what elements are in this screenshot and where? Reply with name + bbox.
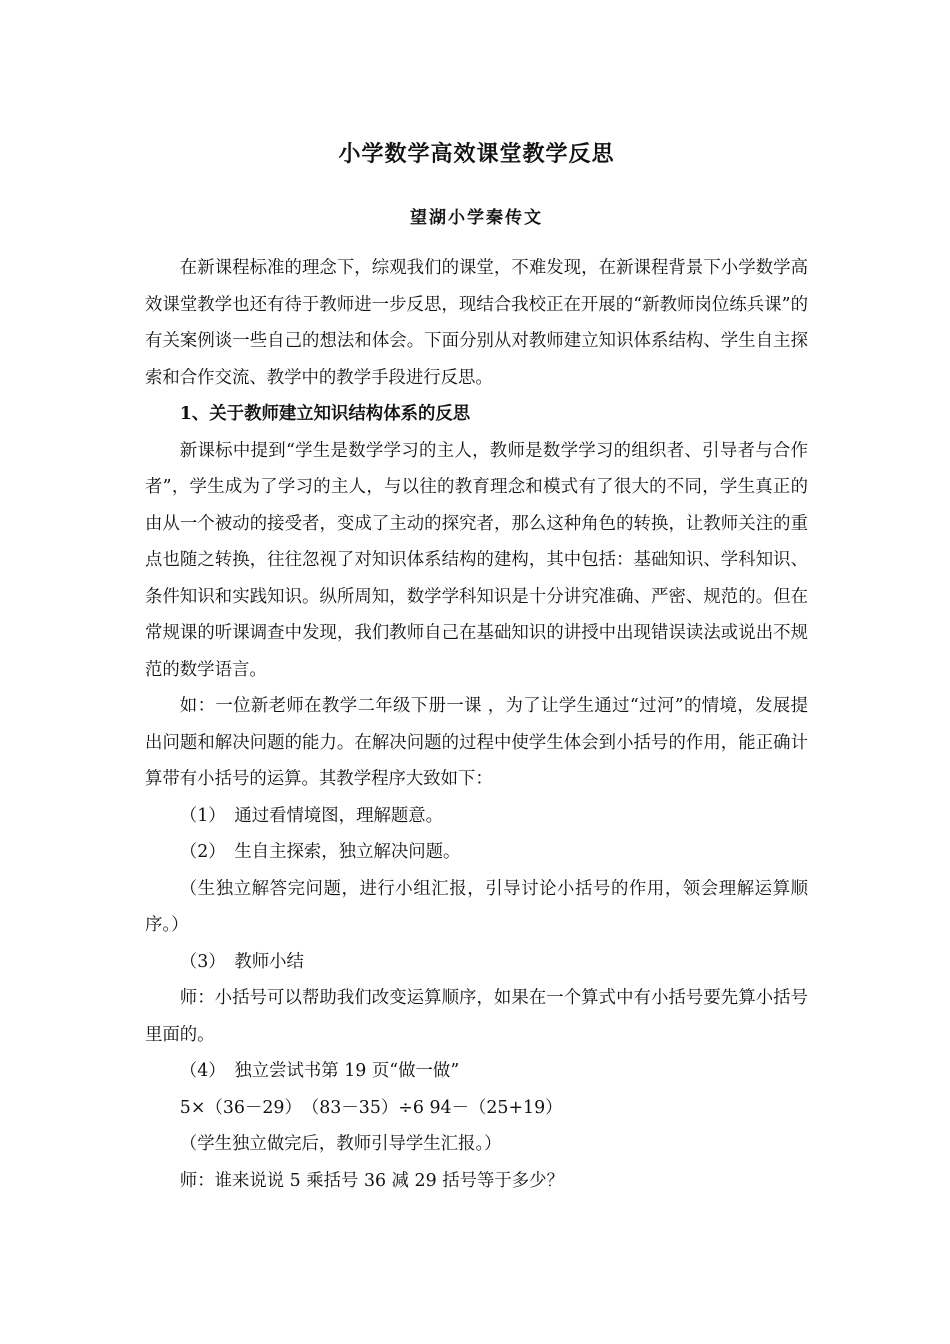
step-2: （2） 生自主探索，独立解决问题。 [179,842,461,862]
teacher-summary: 师：小括号可以帮助我们改变运算顺序，如果在一个算式中有小括号要先算小括号里面的。 [145,988,808,1045]
student-report-note: （学生独立做完后，教师引导学生汇报。） [179,1134,502,1154]
document-author: 望湖小学秦传文 [410,208,543,228]
step-1: （1） 通过看情境图，理解题意。 [179,805,444,826]
intro-paragraph: 在新课程标准的理念下，综观我们的课堂，不难发现，在新课程背景下小学数学高效课堂教学也还有待于教师进一步反思，现结合我校正在开展的“新教师岗位练兵课”的有关案例谈一些自己的想法和体会。下面分别从对教师建立知识体系结构、学生自主探索和合作交流、教学中的教学手段进行反思。 [145,258,808,388]
step-4: （4） 独立尝试书第 19 页“做一做” [179,1061,460,1081]
document-title: 小学数学高效课堂教学反思 [338,141,615,167]
step-3: （3） 教师小结 [179,951,304,972]
document-body [145,250,808,1199]
exercise-line: 5×（36－29） （83－35）÷6 94－（25+19） [179,1097,563,1118]
body-paragraph: 新课标中提到“学生是数学学习的主人，教师是数学学习的组织者、引导者与合作者”，学生成为了学习的主人，与以往的教育理念和模式有了很大的不同，学生真正的由从一个被动的接受者，变成了主动的探究者，那么这种角色的转换，让教师关注的重点也随之转换，往往忽视了对知识体系结构的建构，其中包括：基础知识、学科知识、条件知识和实践知识。纵所周知，数学学科知识是十分讲究准确、严密、规范的。但在常规课的听课调查中发现，我们教师自己在基础知识的讲授中出现错误读法或说出不规范的数学语言。 [145,440,808,680]
example-paragraph: 如：一位新老师在教学二年级下册一课 ，为了让学生通过“过河”的情境，发展提出问题和解决问题的能力。在解决问题的过程中使学生体会到小括号的作用，能正确计算带有小括号的运算。其教学程序大致如下： [145,696,808,789]
step-2-note: （生独立解答完问题，进行小组汇报，引导讨论小括号的作用，领会理解运算顺序。） [145,878,808,935]
section-heading: 1、关于教师建立知识结构体系的反思 [179,404,471,424]
teacher-question: 师：谁来说说 5 乘括号 36 减 29 括号等于多少？ [179,1170,564,1191]
